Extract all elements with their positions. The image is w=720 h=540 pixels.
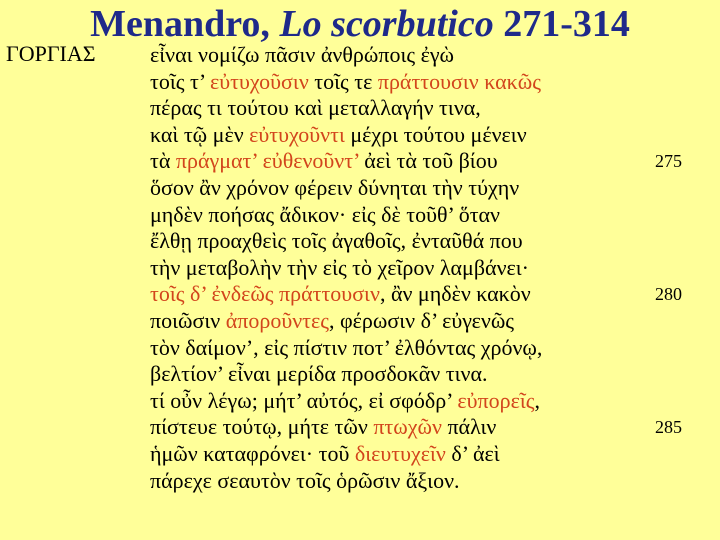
verse-text-segment: τὰ <box>150 148 176 174</box>
highlighted-word: διευτυχεῖν <box>354 440 446 466</box>
verse-text-segment: εἶναι νομίζω πᾶσιν ἀνθρώποις ἐγὼ <box>150 42 455 67</box>
verse-text-segment: πέρας τι τούτου καὶ μεταλλαγήν τινα, <box>150 95 481 121</box>
line-number: 280 <box>655 284 682 305</box>
verse-text-segment: δ’ ἀεὶ <box>445 440 500 466</box>
highlighted-word: ἀποροῦντες <box>225 307 329 333</box>
verse-text-segment: , <box>534 387 540 413</box>
verse-line <box>150 388 710 415</box>
highlighted-word: πράττουσιν κακῶς <box>377 68 541 94</box>
verse-line <box>150 69 710 96</box>
verse-line <box>150 468 710 495</box>
verse-line <box>150 202 710 229</box>
verse-text-segment: καὶ τῷ μὲν <box>150 121 250 147</box>
verse-text-segment: τί οὖν λέγω; μήτ’ αὐτός, εἰ σφόδρ’ <box>150 387 458 413</box>
highlighted-word: τοῖς δ’ ἐνδεῶς πράττουσιν <box>150 281 380 307</box>
verse-line <box>150 175 710 202</box>
verse-text-segment: τοῖς τε <box>308 68 378 94</box>
verse-text-segment: πάλιν <box>441 414 497 440</box>
verse-text-segment: , ἂν μηδὲν κακὸν <box>379 281 531 307</box>
page-title <box>0 2 720 46</box>
verse-text-segment: τὸν δαίμον’, εἰς πίστιν ποτ’ ἐλθόντας χρόνῳ, <box>150 334 543 360</box>
verse-line <box>150 281 710 308</box>
verse-text-segment: πίστευε τούτῳ, μήτε τῶν <box>150 414 374 440</box>
verse-line <box>150 308 710 335</box>
verse-line <box>150 42 710 69</box>
verse-line <box>150 335 710 362</box>
verse-line <box>150 441 710 468</box>
verse-text-segment: πάρεχε σεαυτὸν τοῖς ὁρῶσιν ἄξιον. <box>150 467 460 493</box>
verse-line <box>150 414 710 441</box>
highlighted-word: πτωχῶν <box>373 414 442 440</box>
verse-line <box>150 122 710 149</box>
verse-text-segment: μέχρι τούτου μένειν <box>344 121 527 147</box>
title-range: 271-314 <box>503 3 630 45</box>
verse-text-segment: ποιῶσιν <box>150 307 226 333</box>
verse-text-segment: βελτίον’ εἶναι μερίδα προσδοκᾶν τινα. <box>150 361 488 387</box>
verse-text-segment: , φέρωσιν δ’ εὐγενῶς <box>328 307 515 333</box>
line-number: 275 <box>655 151 682 172</box>
verse-text-segment: ἡμῶν καταφρόνει· τοῦ <box>150 440 355 466</box>
verse-text-segment: ἀεὶ τὰ τοῦ βίου <box>358 148 498 174</box>
verse-text-segment: τοῖς τ’ <box>150 68 211 94</box>
verse-text-segment: μηδὲν ποήσας ἄδικον· εἰς δὲ τοῦθ’ ὅταν <box>150 201 501 227</box>
highlighted-word: εὐπορεῖς <box>457 387 535 413</box>
verse-text-segment: τὴν μεταβολὴν τὴν εἰς τὸ χεῖρον λαμβάνει· <box>150 254 529 280</box>
verse-text <box>150 42 710 494</box>
verse-line <box>150 228 710 255</box>
highlighted-word: πράγματ’ εὐθενοῦντ’ <box>175 148 359 174</box>
verse-line <box>150 255 710 282</box>
highlighted-word: εὐτυχοῦσιν <box>210 68 309 94</box>
verse-text-segment: ἔλθῃ προαχθεὶς τοῖς ἀγαθοῖς, ἐνταῦθά που <box>150 228 523 254</box>
line-number: 285 <box>655 417 682 438</box>
title-work: Lo scorbutico <box>279 3 494 45</box>
verse-line <box>150 95 710 122</box>
verse-line <box>150 148 710 175</box>
highlighted-word: εὐτυχοῦντι <box>249 121 345 147</box>
verse-line <box>150 361 710 388</box>
speaker-name: ΓΟΡΓΙΑΣ <box>6 41 96 66</box>
verse-text-segment: ὅσον ἂν χρόνον φέρειν δύνηται τὴν τύχην <box>150 174 520 200</box>
title-author: Menandro, <box>90 3 270 45</box>
